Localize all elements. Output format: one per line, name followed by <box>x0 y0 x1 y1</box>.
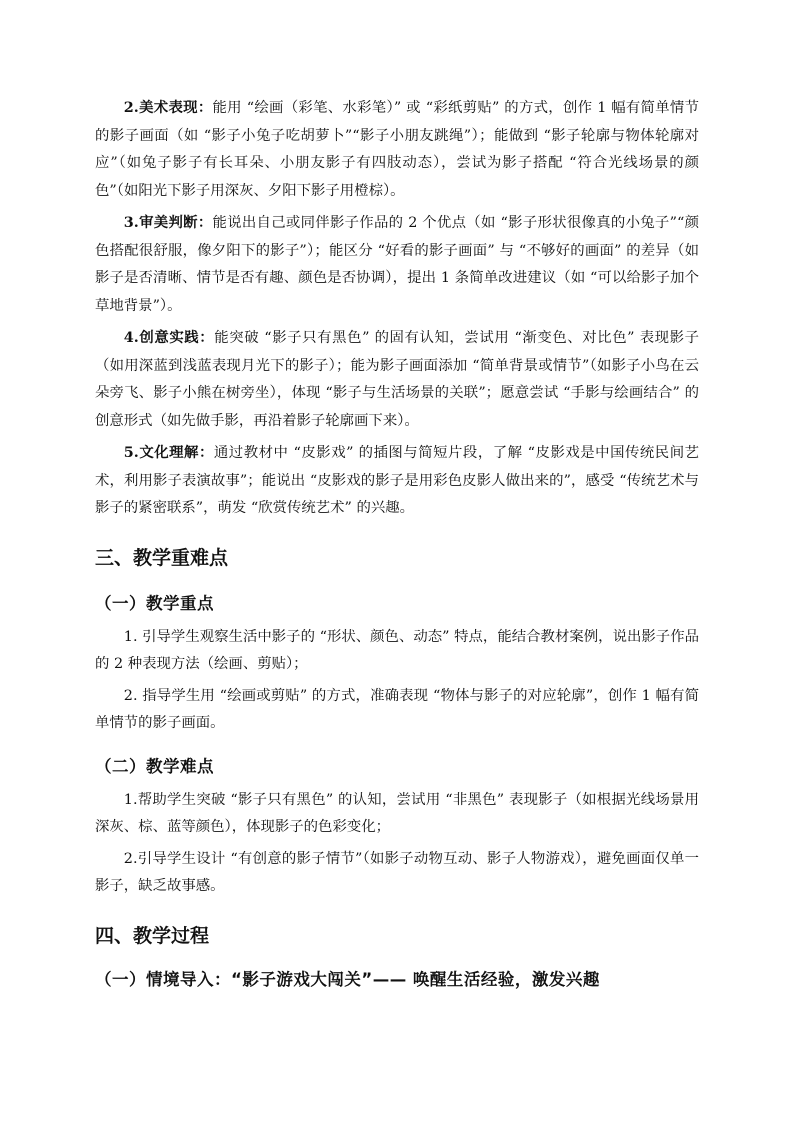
goal-label: 5.文化理解： <box>123 444 214 461</box>
difficulty-item: 1.帮助学生突破 “影子只有黑色” 的认知，尝试用 “非黑色” 表现影子（如根据光线场景用深灰、棕、蓝等颜色），体现影子的色彩变化； <box>95 791 699 835</box>
key-point-item: 1. 引导学生观察生活中影子的 “形状、颜色、动态” 特点，能结合教材案例，说出影子作品的 2 种表现方法（绘画、剪贴）； <box>95 628 699 672</box>
subheading-scenario-intro: （一）情境导入：“影子游戏大闯关”—— 唤醒生活经验，激发兴趣 <box>95 969 600 989</box>
goal-label: 4.创意实践： <box>123 329 215 346</box>
subheading-difficulties: （二）教学难点 <box>95 756 214 776</box>
goal-label: 3.审美判断： <box>123 214 213 231</box>
section-heading-key-difficulties: 三、教学重难点 <box>95 546 229 569</box>
key-point-item: 2. 指导学生用 “绘画或剪贴” 的方式，准确表现 “物体与影子的对应轮廓”，创作 1 幅有简单情节的影子画面。 <box>95 687 699 731</box>
goal-text: 能说出自己或同伴影子作品的 2 个优点（如 “影子形状很像真的小兔子”“颜色搭配很舒服，像夕阳下的影子”）；能区分 “好看的影子画面” 与 “不够好的画面” 的差异（如影子是否清晰、情节是否有趣、颜色是否协调），提出 1 条简单改进建议（如 “可以给影子加个草地背景”）。 <box>95 215 700 314</box>
difficulty-item: 2.引导学生设计 “有创意的影子情节”（如影子动物互动、影子人物游戏），避免画面仅单一影子，缺乏故事感。 <box>95 850 699 894</box>
goal-aesthetic-judgment <box>95 209 699 320</box>
goal-text: 能突破 “影子只有黑色” 的固有认知，尝试用 “渐变色、对比色” 表现影子（如用深蓝到浅蓝表现月光下的影子）；能为影子画面添加 “简单背景或情节”（如影子小鸟在云朵旁飞、影子小熊在树旁坐），体现 “影子与生活场景的关联”；愿意尝试 “手影与绘画结合” 的创意形式（如先做手影，再沿着影子轮廓画下来）。 <box>95 330 699 429</box>
goal-label: 2.美术表现： <box>123 99 213 116</box>
goal-creative-practice <box>95 324 699 435</box>
goal-art-expression <box>95 94 699 205</box>
goal-text: 能用 “绘画（彩笔、水彩笔）” 或 “彩纸剪贴” 的方式，创作 1 幅有简单情节的影子画面（如 “影子小兔子吃胡萝卜”“影子小朋友跳绳”）；能做到 “影子轮廓与物体轮廓对应”（如兔子影子有长耳朵、小朋友影子有四肢动态），尝试为影子搭配 “符合光线场景的颜色”（如阳光下影子用深灰、夕阳下影子用橙棕）。 <box>95 100 699 199</box>
subheading-key-points: （一）教学重点 <box>95 593 214 613</box>
goal-cultural-understanding <box>95 439 699 523</box>
goal-text: 通过教材中 “皮影戏” 的插图与简短片段，了解 “皮影戏是中国传统民间艺术，利用影子表演故事”；能说出 “皮影戏的影子是用彩色皮影人做出来的”，感受 “传统艺术与影子的紧密联系”，萌发 “欣赏传统艺术” 的兴趣。 <box>95 445 700 516</box>
section-heading-teaching-process: 四、教学过程 <box>95 924 210 947</box>
